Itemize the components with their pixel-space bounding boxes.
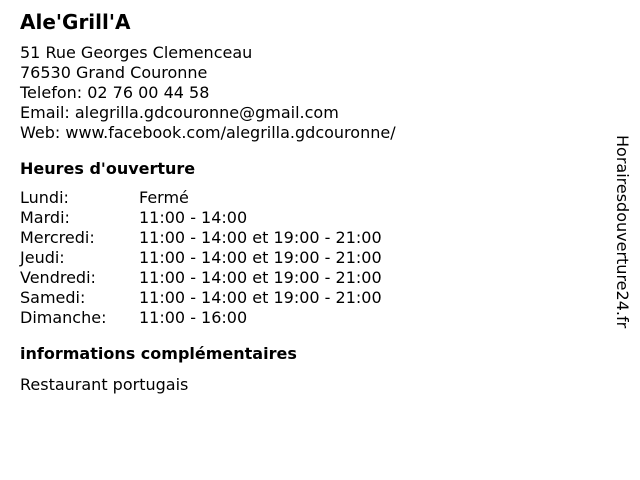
hours-row-sunday	[20, 308, 590, 328]
hours-row-tuesday	[20, 208, 590, 228]
business-name: Ale'Grill'A	[20, 10, 131, 34]
time-value: 11:00 - 14:00	[139, 208, 248, 227]
site-watermark: Horairesdouverture24.fr	[613, 135, 632, 329]
hours-row-friday	[20, 268, 590, 288]
hours-row-thursday	[20, 248, 590, 268]
address-line-1: 51 Rue Georges Clemenceau	[20, 43, 253, 62]
business-card	[20, 9, 590, 395]
hours-row-saturday	[20, 288, 590, 308]
time-value: 11:00 - 16:00	[139, 308, 248, 327]
time-value: 11:00 - 14:00 et 19:00 - 21:00	[139, 228, 382, 247]
day-label: Jeudi:	[20, 248, 65, 267]
info-heading: informations complémentaires	[20, 344, 297, 363]
day-label: Mardi:	[20, 208, 70, 227]
time-value: Fermé	[139, 188, 189, 207]
time-value: 11:00 - 14:00 et 19:00 - 21:00	[139, 268, 382, 287]
day-label: Mercredi:	[20, 228, 95, 247]
hours-table	[20, 188, 590, 328]
day-label: Vendredi:	[20, 268, 96, 287]
hours-row-wednesday	[20, 228, 590, 248]
phone-line: Telefon: 02 76 00 44 58	[20, 83, 210, 102]
time-value: 11:00 - 14:00 et 19:00 - 21:00	[139, 288, 382, 307]
day-label: Samedi:	[20, 288, 86, 307]
time-value: 11:00 - 14:00 et 19:00 - 21:00	[139, 248, 382, 267]
email-line: Email: alegrilla.gdcouronne@gmail.com	[20, 103, 339, 122]
hours-heading: Heures d'ouverture	[20, 159, 196, 178]
hours-row-monday	[20, 188, 590, 208]
day-label: Dimanche:	[20, 308, 107, 327]
info-text: Restaurant portugais	[20, 375, 189, 394]
day-label: Lundi:	[20, 188, 69, 207]
address-line-2: 76530 Grand Couronne	[20, 63, 208, 82]
web-line: Web: www.facebook.com/alegrilla.gdcouronne/	[20, 123, 396, 142]
